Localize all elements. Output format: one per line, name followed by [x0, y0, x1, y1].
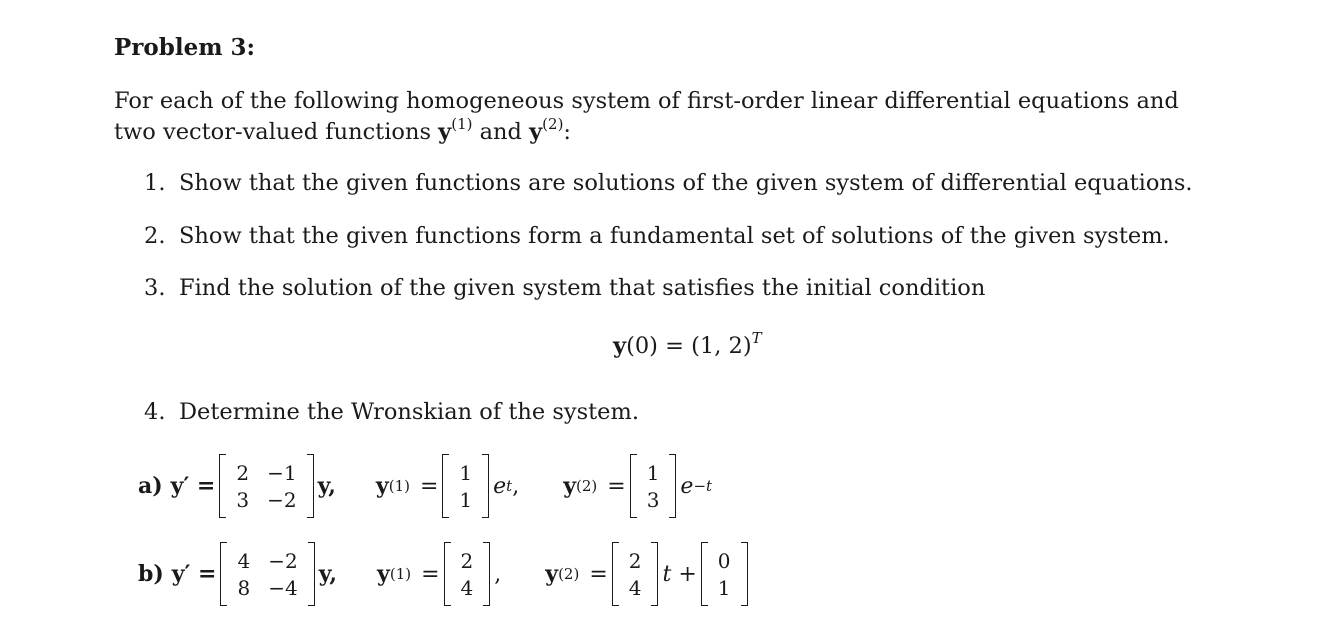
y1-vector [444, 542, 491, 606]
task-text: Show that the given functions form a fundamental set of solutions of the given system. [179, 223, 1170, 249]
y-vector: y, [317, 473, 336, 499]
constant-vector [701, 542, 748, 606]
initial-condition-equation [613, 329, 762, 359]
y-symbol: y [613, 333, 627, 359]
task-number: 2. [144, 223, 166, 249]
system-label: a) [138, 473, 163, 499]
task-text: Determine the Wronskian of the system. [179, 399, 639, 425]
matrix-entry: 2 [236, 460, 250, 485]
matrix-entry: −2 [267, 487, 297, 512]
matrix-entry: −1 [267, 460, 297, 485]
matrix-entry: −2 [268, 548, 298, 573]
task-item-1 [144, 170, 1193, 196]
left-bracket [612, 542, 619, 606]
matrix-entry: 8 [237, 575, 251, 600]
exp-base: e [680, 473, 694, 499]
y2-vector [612, 542, 659, 606]
y1-vector [442, 454, 489, 518]
y2-superscript: (2) [542, 115, 564, 133]
y1-superscript: (1) [451, 115, 473, 133]
y-vector: y, [318, 561, 338, 587]
vector-entry: 4 [628, 575, 642, 600]
task-item-3 [144, 275, 985, 301]
right-bracket [483, 542, 490, 606]
left-bracket [701, 542, 708, 606]
equals-sign: = [421, 561, 440, 587]
transpose-superscript: T [751, 329, 762, 347]
matrix-entry: 4 [237, 548, 251, 573]
task-number: 3. [144, 275, 166, 301]
y-symbol: y [529, 119, 543, 145]
task-number: 4. [144, 399, 166, 425]
vector-entry: 4 [460, 575, 474, 600]
intro-suffix: : [563, 119, 572, 145]
task-item-4 [144, 399, 639, 425]
system-lhs: y′ = [171, 561, 217, 587]
right-bracket [669, 454, 676, 518]
left-bracket [220, 542, 227, 606]
vector-entry: 1 [717, 575, 731, 600]
problem-title: Problem 3: [114, 34, 256, 61]
problem-intro [114, 86, 1209, 148]
equals-sign: = [589, 561, 608, 587]
system-b: b) y′ = 4 −2 8 −4 y, y (1) = 2 4 , y (2) = 2 4 t + 0 1 [138, 542, 752, 606]
y2-symbol: y [545, 561, 559, 587]
task-item-2 [144, 223, 1170, 249]
matrix-entry: 3 [236, 487, 250, 512]
y1-symbol: y [375, 473, 389, 499]
y1-symbol: y [377, 561, 390, 587]
vector-entry: 1 [459, 487, 473, 512]
task-number: 1. [144, 170, 166, 196]
vector-entry: 0 [717, 548, 731, 573]
vector-entry: 1 [646, 460, 660, 485]
right-bracket [651, 542, 658, 606]
comma: , [494, 561, 502, 587]
y2-vector [630, 454, 677, 518]
left-bracket [444, 542, 451, 606]
right-bracket [307, 454, 314, 518]
system-lhs: y′ = [170, 473, 216, 499]
and-text: and [472, 119, 530, 145]
equals-sign: = [419, 473, 439, 499]
task-text: Show that the given functions are solutions of the given system of differential equations. [179, 170, 1193, 196]
vector-entry: 2 [628, 548, 642, 573]
equals-sign: = [607, 473, 626, 499]
t-plus: t + [662, 561, 697, 587]
right-bracket [741, 542, 748, 606]
intro-prefix: For each of the following homogeneous system of first-order linear differential equations and two vector-valued functions [114, 88, 1179, 145]
task-text: Find the solution of the given system that satisfies the initial condition [179, 275, 986, 301]
exp-base: e [493, 473, 507, 499]
vector-entry: 2 [460, 548, 474, 573]
y-symbol: y [438, 119, 452, 145]
coefficient-matrix [219, 454, 313, 518]
left-bracket [219, 454, 226, 518]
right-bracket [482, 454, 489, 518]
vector-entry: 3 [646, 487, 660, 512]
system-label: b) [138, 561, 164, 587]
system-a: a) y′ = 2 −1 3 −2 y, y (1) = 1 1 e t , y (2) = 1 3 e −t [138, 454, 712, 518]
vector-entry: 1 [459, 460, 473, 485]
right-bracket [308, 542, 315, 606]
left-bracket [442, 454, 449, 518]
coefficient-matrix [220, 542, 314, 606]
comma: , [512, 473, 520, 499]
initial-condition-text: (0) = (1, 2) [626, 333, 752, 359]
y2-symbol: y [563, 473, 576, 499]
left-bracket [630, 454, 637, 518]
matrix-entry: −4 [268, 575, 298, 600]
